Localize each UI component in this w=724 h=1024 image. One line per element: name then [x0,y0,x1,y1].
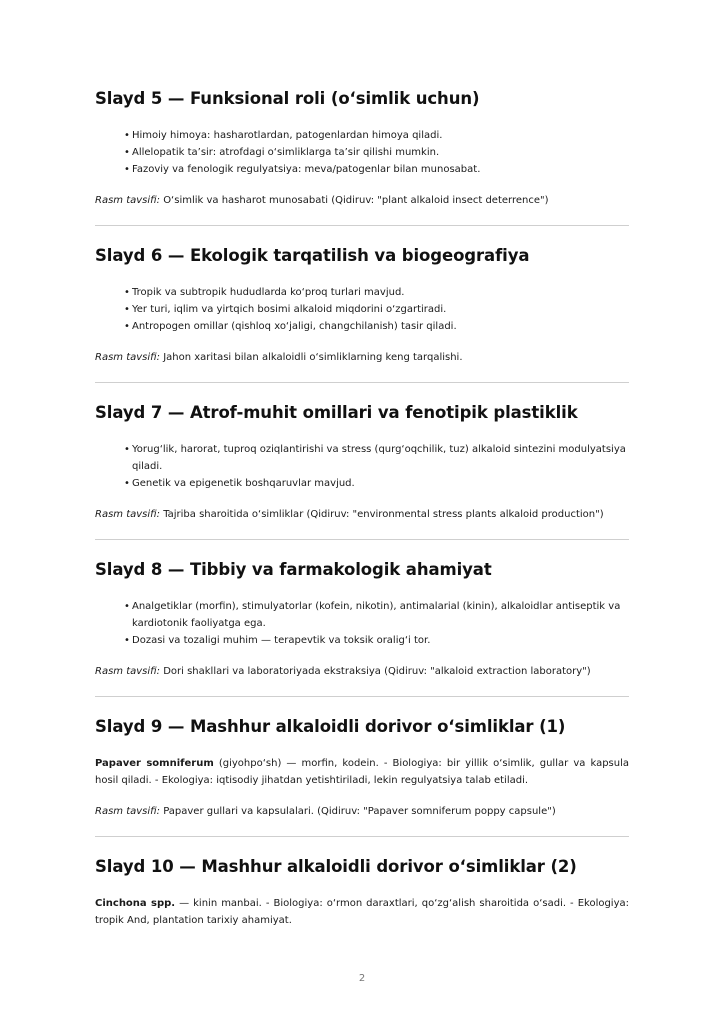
document-page [95,89,629,944]
bullet-item: • Himoiy himoya: hasharotlardan, patogenlardan himoya qiladi. [124,127,629,144]
section-divider [95,836,629,837]
slide-10-title: Slayd 10 — Mashhur alkaloidli dorivor o‘simliklar (2) [95,857,577,876]
caption-text: Tajriba sharoitida o‘simliklar (Qidiruv: "environmental stress plants alkaloid production") [163,509,604,520]
caption-label: Rasm tavsifi: [95,195,160,206]
bullet-item: • Yorug‘lik, harorat, tuproq oziqlantirishi va stress (qurg‘oqchilik, tuz) alkaloid sintezini modulyatsiya qiladi. [124,441,629,475]
bullet-item: • Genetik va epigenetik boshqaruvlar mavjud. [124,475,629,492]
page-number: 2 [358,973,366,984]
slide-6-section [95,246,629,366]
slide-6-title: Slayd 6 — Ekologik tarqatilish va biogeografiya [95,246,530,265]
slide-6-bullets [95,284,629,335]
slide-5-title: Slayd 5 — Funksional roli (o‘simlik uchun) [95,89,480,108]
slide-7-title: Slayd 7 — Atrof-muhit omillari va fenotipik plastiklik [95,403,578,422]
species-description: (giyohpo‘sh) — morfin, kodein. - Biologiya: bir yillik o‘simlik, gullar va kapsula hosil qiladi. - Ekologiya: iqtisodiy jihatdan yetishtiriladi, lekin regulyatsiya talab etiladi. [95,758,630,786]
caption-text: Jahon xaritasi bilan alkaloidli o‘simliklarning keng tarqalishi. [163,352,463,363]
slide-10-paragraph [95,895,629,929]
section-divider [95,225,629,226]
slide-8-title: Slayd 8 — Tibbiy va farmakologik ahamiyat [95,560,492,579]
caption-label: Rasm tavsifi: [95,806,160,817]
slide-8-caption [95,664,629,680]
slide-7-bullets [95,441,629,492]
slide-8-bullets [95,598,629,649]
bullet-item: • Fazoviy va fenologik regulyatsiya: meva/patogenlar bilan munosabat. [124,161,629,178]
caption-label: Rasm tavsifi: [95,352,160,363]
slide-5-caption [95,193,629,209]
caption-text: Papaver gullari va kapsulalari. (Qidiruv: "Papaver somniferum poppy capsule") [163,806,556,817]
slide-5-bullets [95,127,629,178]
species-name: Cinchona spp. [95,898,176,909]
species-description: — kinin manbai. - Biologiya: o‘rmon daraxtlari, qo‘zg‘alish sharoitida o‘sadi. - Ekologiya: tropik And, plantation tarixiy ahamiyat. [95,898,630,926]
species-name: Papaver somniferum [95,758,214,769]
slide-10-section [95,857,629,929]
bullet-item: • Antropogen omillar (qishloq xo‘jaligi, changchilanish) tasir qiladi. [124,318,629,335]
slide-5-section [95,89,629,209]
slide-7-section [95,403,629,523]
slide-9-title: Slayd 9 — Mashhur alkaloidli dorivor o‘simliklar (1) [95,717,566,736]
bullet-item: • Tropik va subtropik hududlarda ko‘proq turlari mavjud. [124,284,629,301]
bullet-item: • Yer turi, iqlim va yirtqich bosimi alkaloid miqdorini o‘zgartiradi. [124,301,629,318]
section-divider [95,539,629,540]
slide-9-caption [95,804,629,820]
slide-6-caption [95,350,629,366]
caption-text: O‘simlik va hasharot munosabati (Qidiruv: "plant alkaloid insect deterrence") [163,195,549,206]
caption-label: Rasm tavsifi: [95,509,160,520]
caption-text: Dori shakllari va laboratoriyada ekstraksiya (Qidiruv: "alkaloid extraction laboratory") [163,666,591,677]
caption-label: Rasm tavsifi: [95,666,160,677]
slide-9-section [95,717,629,820]
bullet-item: • Analgetiklar (morfin), stimulyatorlar (kofein, nikotin), antimalarial (kinin), alkaloidlar antiseptik va kardiotonik faoliyatga ega. [124,598,629,632]
section-divider [95,382,629,383]
bullet-item: • Allelopatik ta’sir: atrofdagi o‘simliklarga ta’sir qilishi mumkin. [124,144,629,161]
slide-9-paragraph [95,755,629,789]
section-divider [95,696,629,697]
slide-8-section [95,560,629,680]
slide-7-caption [95,507,629,523]
bullet-item: • Dozasi va tozaligi muhim — terapevtik va toksik oralig‘i tor. [124,632,629,649]
